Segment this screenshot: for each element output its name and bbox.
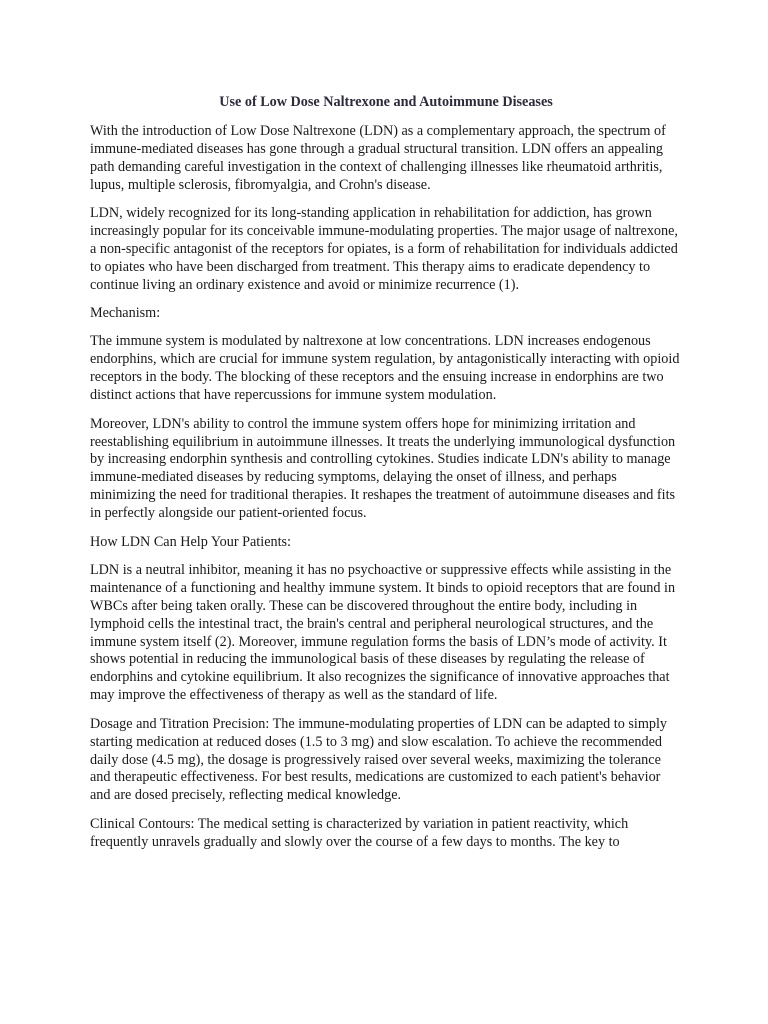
document-title: Use of Low Dose Naltrexone and Autoimmune Diseases — [219, 94, 553, 110]
paragraph-immune-control: Moreover, LDN's ability to control the immune system offers hope for minimizing irritation and reestablishing equilibrium in autoimmune illnesses. It treats the underlying immunological dysfunction by increasing endorphin synthesis and controlling cytokines. Studies indicate LDN's ability to manage immune-mediated diseases by reducing symptoms, delaying the onset of illness, and perhaps minimizing the need for traditional therapies. It reshapes the treatment of autoimmune diseases and fits in perfectly alongside our patient-oriented focus. — [90, 415, 676, 522]
paragraph-dosage: Dosage and Titration Precision: The immune-modulating properties of LDN can be adapted to simply starting medication at reduced doses (1.5 to 3 mg) and slow escalation. To achieve the recommended daily dose (4.5 mg), the dosage is progressively raised over several weeks, maximizing the tolerance and therapeutic effectiveness. For best results, medications are customized to each patient's behavior and are dosed precisely, reflecting medical knowledge. — [90, 715, 667, 804]
paragraph-mechanism: The immune system is modulated by naltrexone at low concentrations. LDN increases endogenous endorphins, which are crucial for immune system regulation, by antagonistically interacting with opioid receptors in the body. The blocking of these receptors and the ensuing increase in endorphins are two distinct actions that have repercussions for immune system modulation. — [90, 333, 680, 404]
heading-how-ldn-helps: How LDN Can Help Your Patients: — [90, 533, 291, 550]
paragraph-intro: With the introduction of Low Dose Naltrexone (LDN) as a complementary approach, the spectrum of immune-mediated diseases has gone through a gradual structural transition. LDN offers an appealing path demanding careful investigation in the context of challenging illnesses like rheumatoid arthritis, lupus, multiple sclerosis, fibromyalgia, and Crohn's disease. — [90, 122, 666, 193]
paragraph-background: LDN, widely recognized for its long-standing application in rehabilitation for addiction, has grown increasingly popular for its conceivable immune-modulating properties. The major usage of naltrexone, a non-specific antagonist of the receptors for opiates, is a form of rehabilitation for individuals addicted to opiates who have been discharged from treatment. This therapy aims to eradicate dependency to continue living an ordinary existence and avoid or minimize recurrence (1). — [90, 205, 678, 293]
paragraph-clinical-contours: Clinical Contours: The medical setting is characterized by variation in patient reactivity, which frequently unravels gradually and slowly over the course of a few days to months. The key to — [90, 815, 629, 850]
paragraph-how-ldn-helps: LDN is a neutral inhibitor, meaning it has no psychoactive or suppressive effects while assisting in the maintenance of a functioning and healthy immune system. It binds to opioid receptors that are found in WBCs after being taken orally. These can be discovered throughout the entire body, including in lymphoid cells the intestinal tract, the brain's central and peripheral neurological structures, and the immune system itself (2). Moreover, immune regulation forms the basis of LDN’s mode of activity. It shows potential in reducing the immunological basis of these diseases by regulating the release of endorphins and cytokine equilibrium. It also recognizes the significance of innovative approaches that may improve the effectiveness of therapy as well as the standard of life. — [90, 561, 676, 704]
document-page — [90, 94, 682, 862]
heading-mechanism: Mechanism: — [90, 305, 161, 322]
